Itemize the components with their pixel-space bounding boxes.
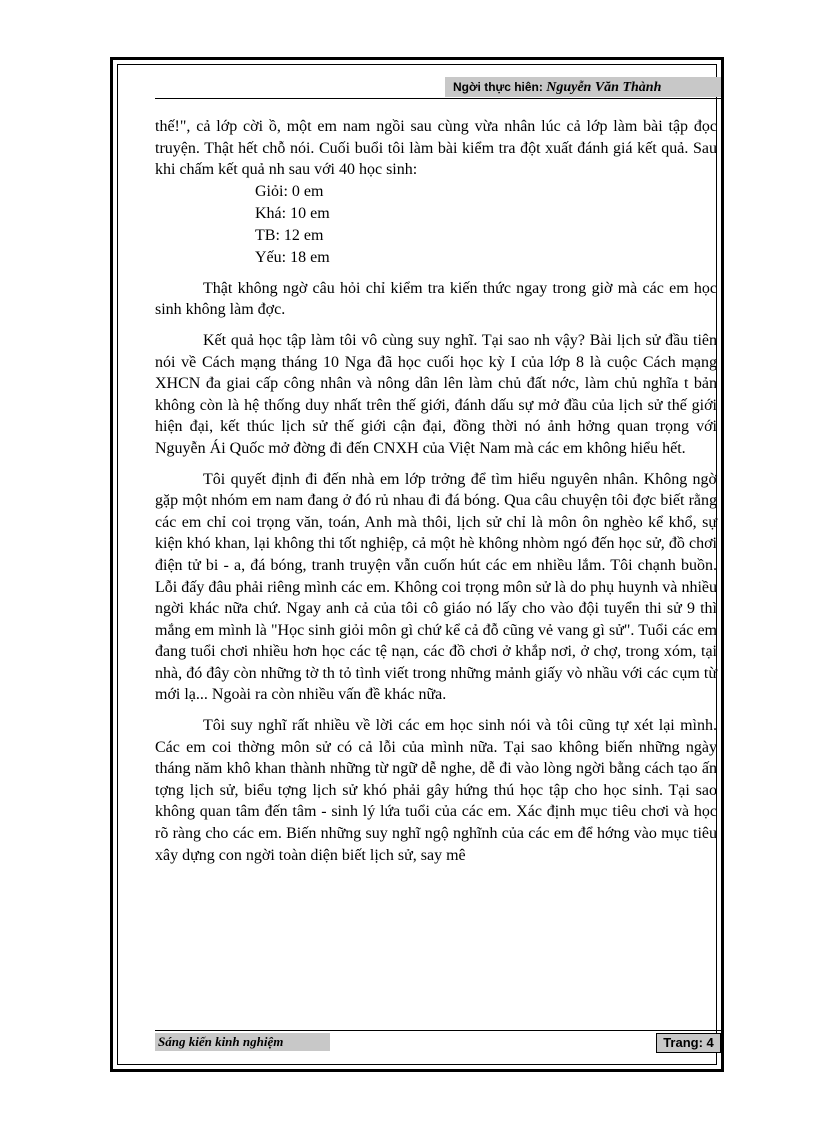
paragraph-1: thế!", cả lớp cời ồ, một em nam ngồi sau cùng vừa nhân lúc cả lớp làm bài tập đọc truyện. Thật hết chỗ nói. Cuối buổi tôi làm bài kiểm tra đột xuất đánh giá kết quả. Sau khi chấm kết quả nh sau với 40 học sinh: <box>155 118 717 179</box>
paragraph-5: Tôi suy nghĩ rất nhiều về lời các em học sinh nói và tôi cũng tự xét lại mình. Các em coi thờng môn sử có cả lỗi của mình nữa. Tại sao không biến những ngày tháng năm khô khan thành những từ ngữ dễ nghe, dễ đi vào lòng ngời bằng cách tạo ấn tợng lịch sử, biểu tợng lịch sử khó phải gây hứng thú học tập cho học sinh. Tại sao không quan tâm đến tâm - sinh lý lứa tuổi của các em. Xác định mục tiêu chơi và học rõ ràng cho các em. Biến những suy nghĩ ngộ nghĩnh của các em để hớng vào mục tiêu xây dựng con ngời toàn diện biết lịch sử, say mê <box>155 717 717 864</box>
result-gioi: Giỏi: 0 em <box>255 182 324 200</box>
paragraph-4: Tôi quyết định đi đến nhà em lớp trởng để tìm hiểu nguyên nhân. Không ngờ gặp một nhóm em nam đang ở đó rủ nhau đi đá bóng. Qua câu chuyện tôi đợc biết rằng các em chỉ coi trọng văn, toán, Anh mà thôi, lịch sử chỉ là môn ôn nghèo kể khổ, sự kiện khó khan, lại không thi tốt nghiệp, cả một hè không nhòm ngó đến học sử, đồ chơi điện tử bi - a, đá bóng, tranh truyện vẫn cuốn hút các em nhiều lắm. Tôi chạnh buồn. Lỗi đấy đâu phải riêng mình các em. Không coi trọng môn sử là do phụ huynh và nhiều ngời khác nữa chứ. Ngay anh cả của tôi cô giáo nó lấy cho vào đội tuyển thi sử 9 thì mắng em mình là "Học sinh giỏi môn gì chứ kể cả đỗ cũng vẻ vang gì sử". Tuổi các em đang tuổi chơi nhiều hơn học các tệ nạn, các đồ chơi ở khắp nơi, ở chợ, trong xóm, tại nhà, đó đây còn những tờ th tỏ tình viết trong những mảnh giấy vò nhầu với các cụm từ mới lạ... Ngoài ra còn nhiều vấn đề khác nữa. <box>155 470 717 704</box>
paragraph-2: Thật không ngờ câu hỏi chỉ kiểm tra kiến thức ngay trong giờ mà các em học sinh không làm đợc. <box>155 279 717 319</box>
result-tb: TB: 12 em <box>255 226 324 244</box>
result-kha: Khá: 10 em <box>255 204 330 222</box>
footer-title: Sáng kiến kinh nghiệm <box>155 1033 330 1051</box>
results-list <box>255 181 717 269</box>
paragraph-3: Kết quả học tập làm tôi vô cùng suy nghĩ. Tại sao nh vậy? Bài lịch sử đầu tiên nói về Cách mạng tháng 10 Nga đã học cuối học kỳ I của lớp 8 là cuộc Cách mạng XHCN đa giai cấp công nhân và nông dân lên làm chủ đất nớc, làm chủ nghĩa t bản không còn là hệ thống duy nhất trên thế giới, đánh dấu sự mở đầu của lịch sử thế giới hiện đại, kết thúc lịch sử thế giới cận đại, đồng thời nó ảnh hởng quan trọng với Nguyễn Ái Quốc mở đờng đi đến CNXH của Việt Nam mà các em không hiểu hết. <box>155 331 717 457</box>
page-number: Trang: 4 <box>656 1033 721 1053</box>
footer-rule <box>155 1030 721 1031</box>
result-yeu: Yếu: 18 em <box>255 248 330 266</box>
header-author: Nguyễn Văn Thành <box>546 80 662 95</box>
page-header <box>445 77 721 97</box>
header-label: Ngời thực hiên: <box>453 80 543 94</box>
header-rule <box>155 98 721 99</box>
document-body <box>155 116 717 875</box>
